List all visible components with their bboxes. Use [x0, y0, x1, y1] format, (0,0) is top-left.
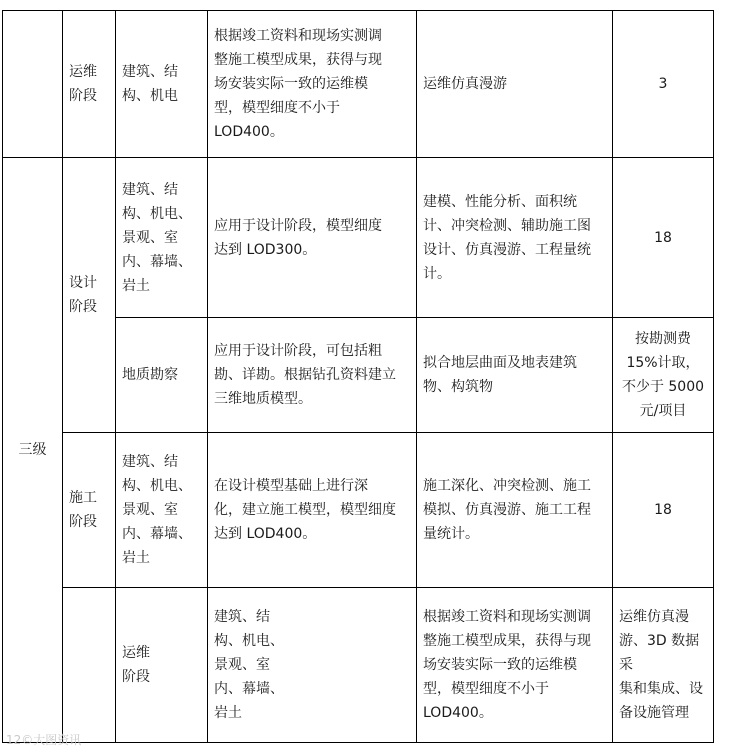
- price-cell: 按勘测费 15%计取， 不少于 5000 元/项目: [613, 318, 714, 433]
- level-cell-empty: [3, 11, 63, 158]
- specialty-cell: 建筑、结 构、机电: [116, 11, 208, 158]
- model-requirement-cell: 在设计模型基础上进行深 化，建立施工模型，模型细度 达到 LOD400。: [208, 433, 417, 588]
- price-cell: 3: [613, 11, 714, 158]
- watermark-logo: 12©大图资讯: [6, 733, 82, 747]
- model-requirement-cell: 根据竣工资料和现场实测调 整施工模型成果，获得与现 场安装实际一致的运维模 型，模型细度不小于 LOD400。: [208, 11, 417, 158]
- level-cell: 三级: [3, 158, 63, 743]
- application-cell: 施工深化、冲突检测、施工 模拟、仿真漫游、施工工程 量统计。: [417, 433, 613, 588]
- model-requirement-cell: 应用于设计阶段，模型细度 达到 LOD300。: [208, 158, 417, 318]
- table-row: [3, 11, 714, 158]
- stage-cell: 施工 阶段: [63, 433, 116, 588]
- stage-cell: 设计 阶段: [63, 158, 116, 433]
- application-cell: 运维仿真漫游、3D 数据采 集和集成、设备设施管理: [613, 588, 714, 743]
- model-requirement-cell: 根据竣工资料和现场实测调 整施工模型成果，获得与现 场安装实际一致的运维模 型，模型细度不小于 LOD400。: [417, 588, 613, 743]
- specialty-cell: 建筑、结 构、机电、 景观、室 内、幕墙、 岩土: [116, 158, 208, 318]
- table-row: [3, 588, 714, 743]
- specialty-cell: 建筑、结 构、机电、 景观、室 内、幕墙、 岩土: [208, 588, 417, 743]
- application-cell: 建模、性能分析、面积统 计、冲突检测、辅助施工图 设计、仿真漫游、工程量统 计。: [417, 158, 613, 318]
- table-row: [3, 158, 714, 318]
- bim-fee-table: [2, 10, 714, 743]
- stage-cell: 运维 阶段: [116, 588, 208, 743]
- level-cell-empty: [63, 588, 116, 743]
- price-cell: 18: [613, 158, 714, 318]
- specialty-cell: 建筑、结 构、机电、 景观、室 内、幕墙、 岩土: [116, 433, 208, 588]
- application-cell: 运维仿真漫游: [417, 11, 613, 158]
- stage-cell: 运维 阶段: [63, 11, 116, 158]
- table-row: [3, 433, 714, 588]
- model-requirement-cell: 应用于设计阶段，可包括粗 勘、详勘。根据钻孔资料建立 三维地质模型。: [208, 318, 417, 433]
- specialty-cell: 地质勘察: [116, 318, 208, 433]
- application-cell: 拟合地层曲面及地表建筑 物、构筑物: [417, 318, 613, 433]
- price-cell: 18: [613, 433, 714, 588]
